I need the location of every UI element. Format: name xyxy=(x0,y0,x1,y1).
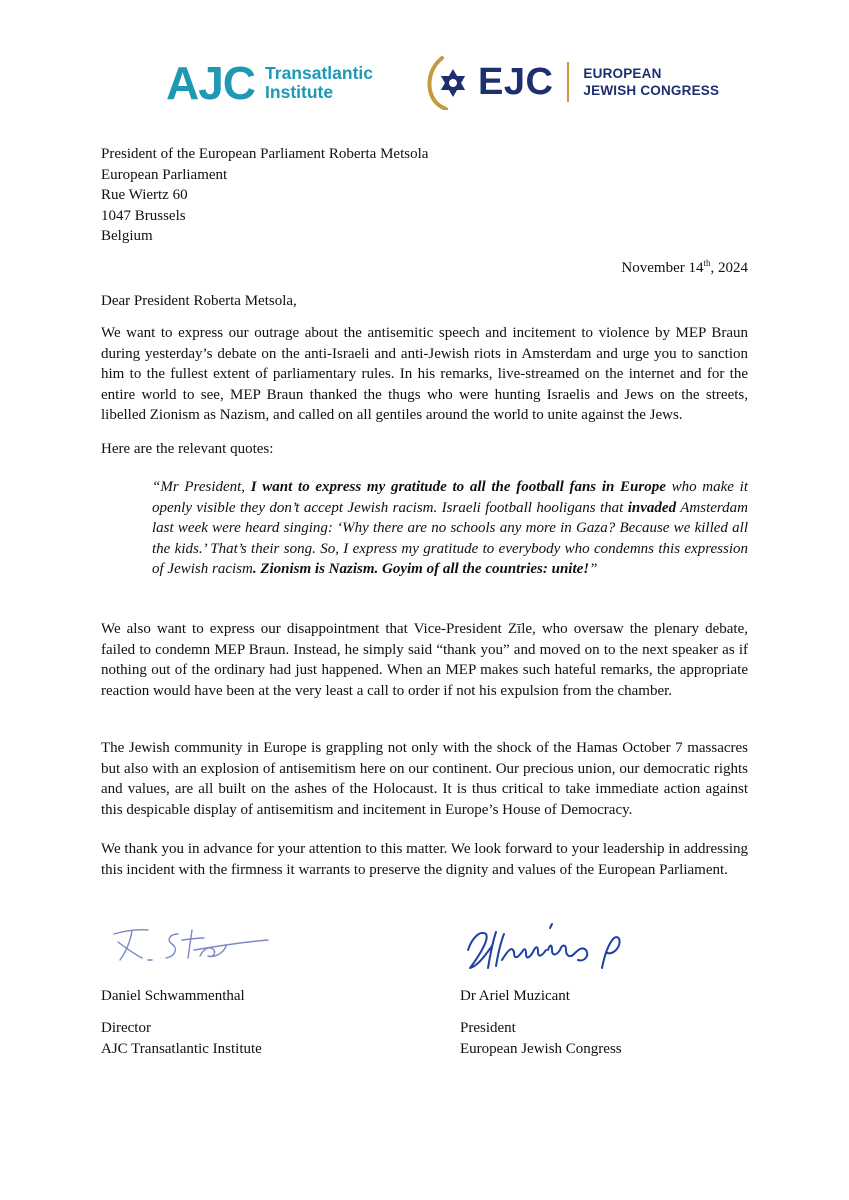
body-paragraph-1: We want to express our outrage about the antisemitic speech and incitement to violence by MEP Braun during yesterday’s debate on the anti-Israeli and anti-Jewish riots in Amsterdam and urge you to sanction him to the fullest extent of parliamentary rules. In his remarks, live-streamed on the internet and for the entire world to see, MEP Braun thanked the thugs who were hunting Israelis and Jews on the streets, libelled Zionism as Nazism, and called on all gentiles around the world to unite against the Jews. xyxy=(101,325,748,423)
signatory-name: Dr Ariel Muzicant xyxy=(460,988,570,1004)
ejc-logo xyxy=(426,54,719,110)
signatory-name: Daniel Schwammenthal xyxy=(101,988,245,1004)
ejc-logo-subtitle xyxy=(583,65,719,99)
ajc-logo xyxy=(166,58,373,108)
body-paragraph-3: We also want to express our disappointment that Vice-President Zīle, who oversaw the plenary debate, failed to condemn MEP Braun. Instead, he simply said “thank you” and moved on to the next speaker as if nothing out of the ordinary had just happened. When an MEP makes such hateful remarks, the appropriate reaction would have been at the very least a call to order if not his expulsion from the chamber. xyxy=(101,621,748,699)
signatory-title-block xyxy=(460,1018,622,1059)
signature-schwammenthal-icon xyxy=(108,920,273,970)
signatory-organization: European Jewish Congress xyxy=(460,1040,622,1057)
salutation: Dear President Roberta Metsola, xyxy=(101,293,297,309)
recipient-address xyxy=(101,144,428,247)
ejc-logo-line2: JEWISH CONGRESS xyxy=(583,83,720,98)
signatory-organization: AJC Transatlantic Institute xyxy=(101,1040,262,1057)
recipient-line: European Parliament xyxy=(101,166,228,183)
date-month-day: November 14 xyxy=(621,260,704,276)
quote-part: “Mr President, xyxy=(152,479,251,495)
quote-part: who make it openly visible they don’t accept Jewish racism. Israeli football hooligans that xyxy=(152,479,748,516)
quote-block xyxy=(152,477,748,580)
body-paragraph-4: The Jewish community in Europe is grappling not only with the shock of the Hamas October 7 massacres but also with an explosion of antisemitism here on our continent. Our precious union, our democratic rights and values, are all built on the ashes of the Holocaust. It is thus critical to take immediate action against this despicable display of antisemitism and incitement in Europe’s House of Democracy. xyxy=(101,740,748,818)
signature-muzicant-icon xyxy=(462,910,637,982)
date-year: , 2024 xyxy=(710,260,748,276)
body-paragraph-5: We thank you in advance for your attention to this matter. We look forward to your leadership in addressing this incident with the firmness it warrants to preserve the dignity and values of the European Parliament. xyxy=(101,841,748,878)
ejc-logo-mark: EJC xyxy=(478,61,554,103)
ajc-logo-line2: Institute xyxy=(265,82,334,102)
recipient-line: 1047 Brussels xyxy=(101,207,186,224)
recipient-line: President of the European Parliament Roberta Metsola xyxy=(101,146,429,162)
ejc-star-emblem-icon xyxy=(426,54,472,110)
letter-date xyxy=(621,258,748,279)
ejc-logo-line1: EUROPEAN xyxy=(583,66,662,81)
recipient-line: Rue Wiertz 60 xyxy=(101,187,188,203)
date-ordinal: th xyxy=(703,258,711,268)
recipient-line: Belgium xyxy=(101,228,153,244)
ejc-logo-divider xyxy=(567,62,569,102)
quote-emphasis: . Zionism is Nazism. Goyim of all the countries: unite! xyxy=(252,561,590,577)
body-paragraph-2: Here are the relevant quotes: xyxy=(101,441,274,457)
quote-part: ” xyxy=(589,561,598,577)
signatory-title-block xyxy=(101,1018,262,1059)
ajc-logo-subtitle xyxy=(265,64,373,102)
quote-part: Amsterdam last week were heard singing: ‘Why there are no schools any more in Gaza? Because we killed all the kids.’ That’s their song. So, I express my gratitude to everybody who condemns this expression of Jewish racism xyxy=(152,499,749,577)
signatory-title: Director xyxy=(101,1020,151,1036)
ajc-logo-line1: Transatlantic xyxy=(265,63,373,83)
ajc-logo-mark: AJC xyxy=(166,57,256,109)
signatory-title: President xyxy=(460,1020,516,1036)
quote-emphasis: I want to express my gratitude to all the football fans in Europe xyxy=(250,479,666,495)
quote-emphasis: invaded xyxy=(627,499,677,516)
